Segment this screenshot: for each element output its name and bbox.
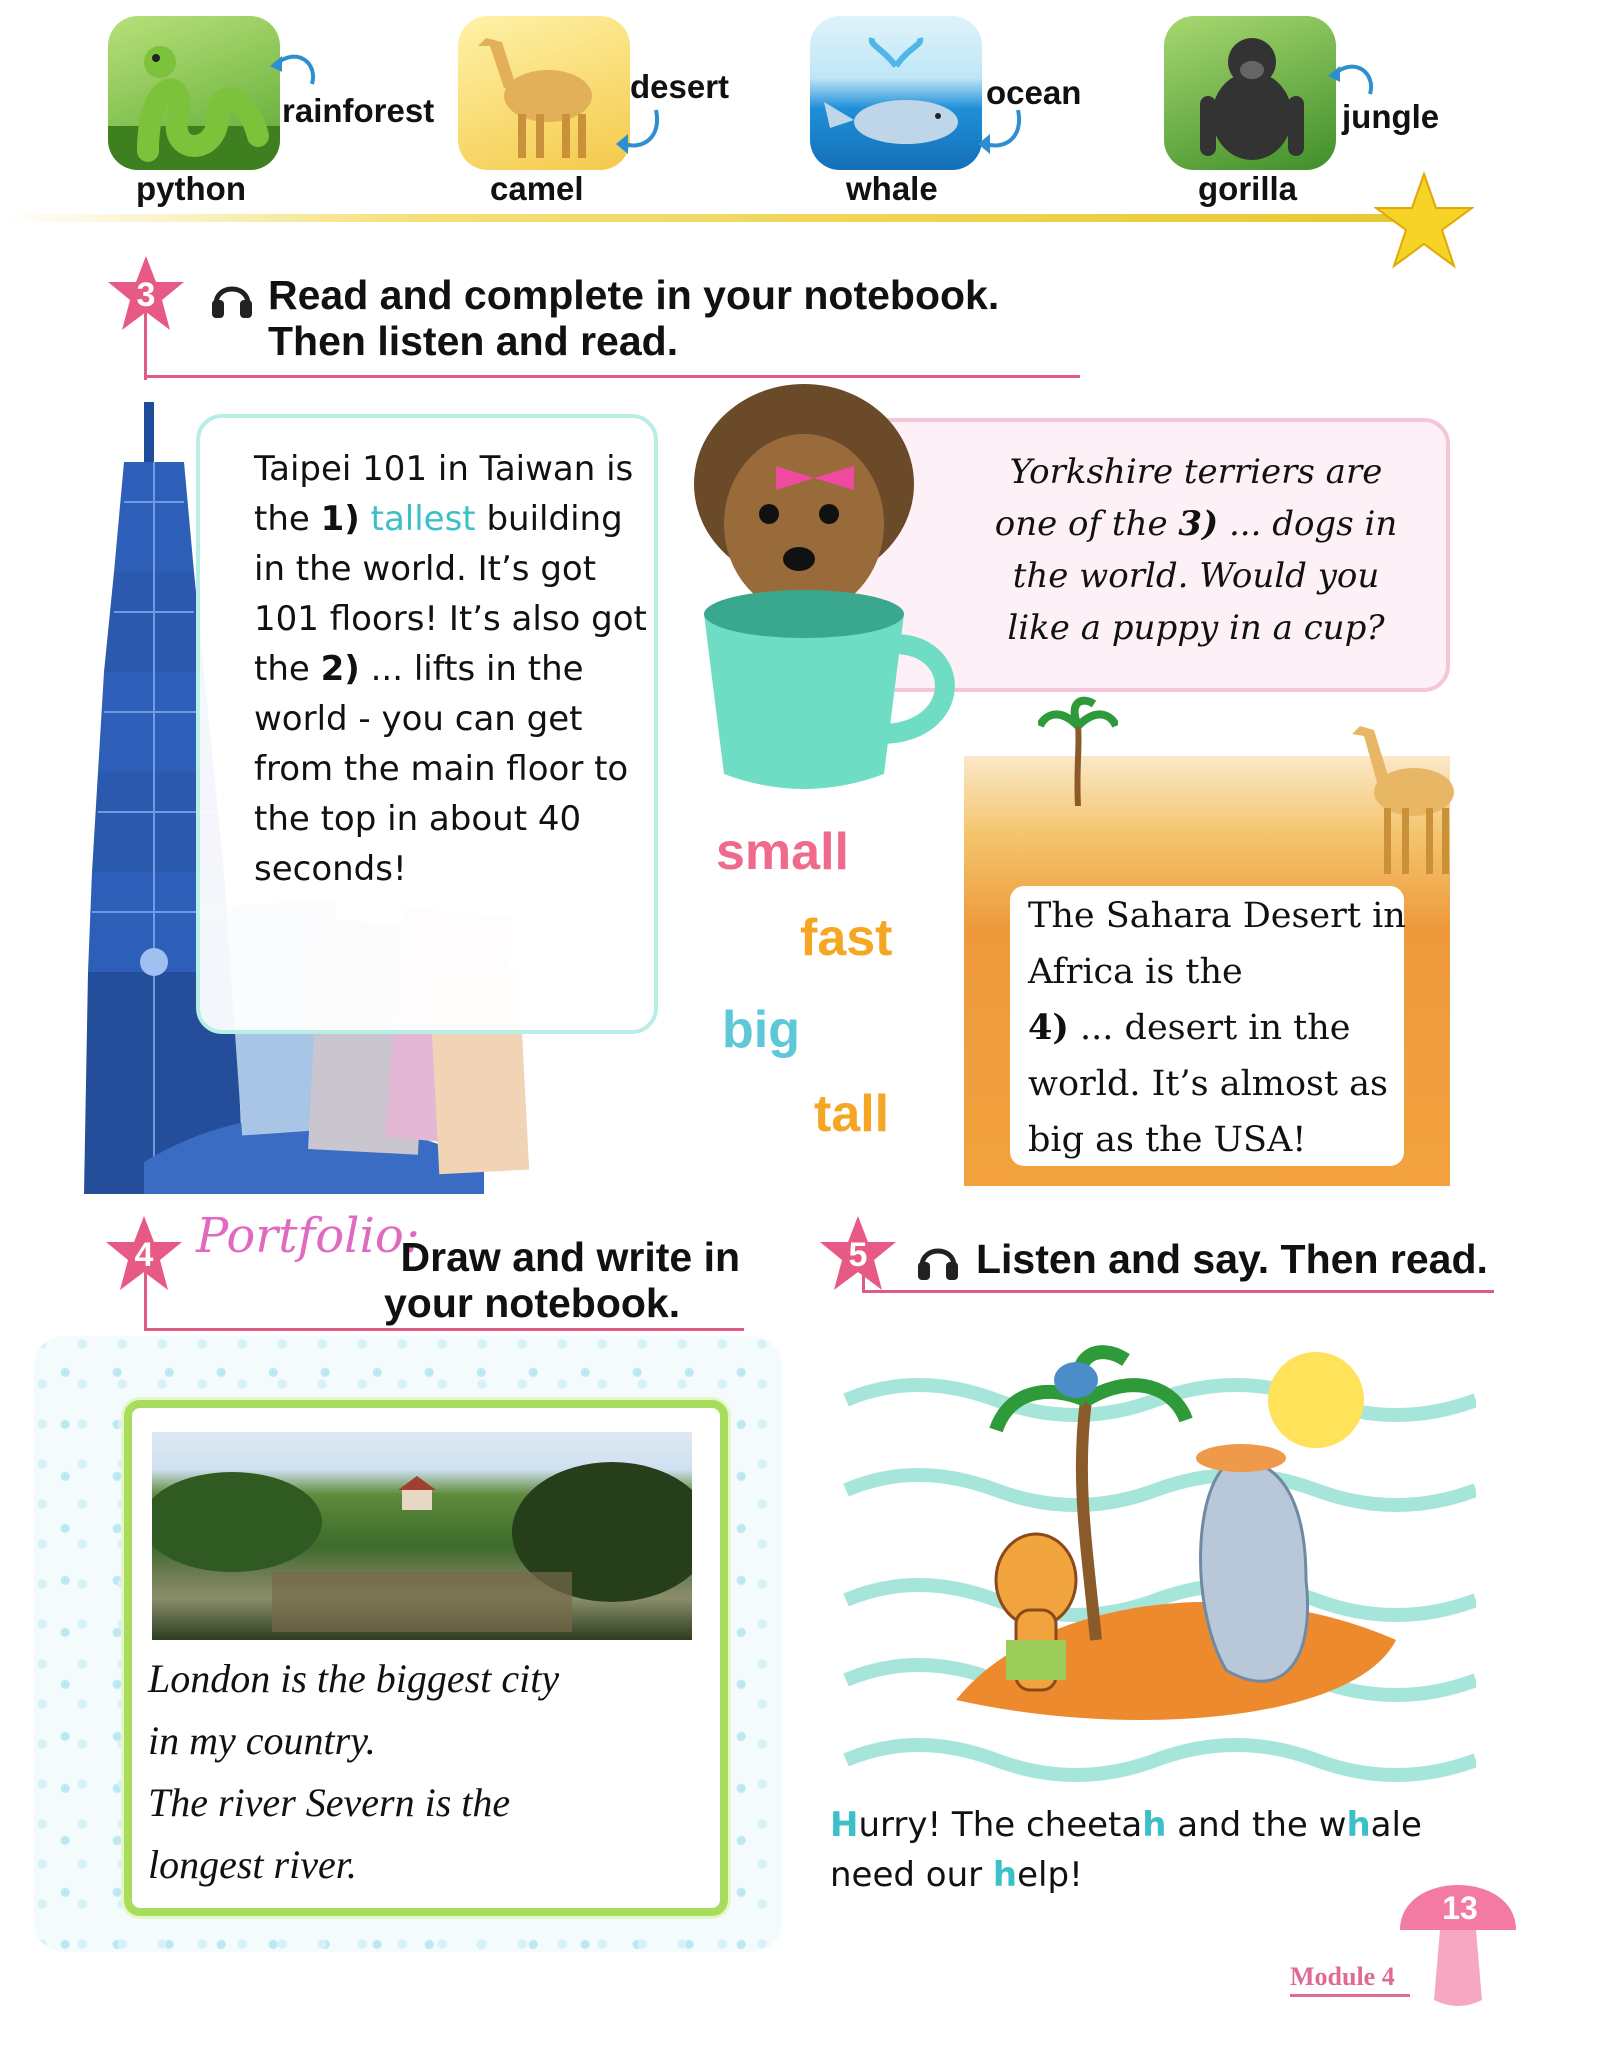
exercise-number-badge: 5 [818,1214,898,1294]
exercise-title-line: your notebook. [384,1280,681,1326]
text-line: the top in about 40 [254,799,582,839]
camel-icon [1338,712,1468,882]
text-line: London is the biggest city [148,1656,560,1701]
text-fragment: the [254,499,321,539]
habitat-label: rainforest [282,92,435,129]
text-fragment: elp! [1017,1855,1083,1895]
text-fragment: ... desert in the [1068,1008,1351,1048]
arrow-icon [974,104,1030,160]
headphones-icon [208,274,256,322]
river-photo [152,1432,692,1640]
text-fragment: ... dogs in [1218,504,1398,544]
animal-label: gorilla [1198,170,1298,207]
text-line: The river Severn is the [148,1780,511,1825]
gap-number: 3) [1178,504,1219,544]
animal-label: whale [846,170,938,207]
portfolio-label: Portfolio: [196,1208,420,1264]
text-fragment: ... lifts in the [359,649,584,689]
exercise-title-line: Read and complete in your notebook. [268,272,1000,318]
text-line: the world. Would you [1012,556,1380,596]
gorilla-icon [1164,16,1336,170]
text-fragment: building [475,499,623,539]
gap-number: 4) [1028,1007,1069,1048]
text-line: 101 floors! It’s also got [254,599,647,639]
footer-rule [1290,1994,1410,1997]
exercise-number-badge: 3 [106,254,186,334]
section-rule [144,1328,744,1331]
exercise-number-badge: 4 [104,1214,184,1294]
exercise-title-line: Then listen and read. [268,318,679,364]
text-fragment: the [254,649,321,689]
text-line: like a puppy in a cup? [1007,608,1385,648]
text-line [254,644,654,694]
text-fragment: need our [830,1855,993,1895]
gap-number: 1) [320,499,360,539]
word-bank-item: small [716,823,849,881]
taipei-text [254,444,654,894]
text-line: Africa is the [1028,952,1243,992]
mushroom-icon [1396,1850,1520,2010]
text-line [830,1850,1470,1900]
text-line: from the main floor to [254,749,629,789]
puppy-in-cup-image [664,374,964,794]
text-line: in the world. It’s got [254,549,597,589]
camel-icon [458,16,630,170]
text-line [830,1800,1470,1850]
headphones-icon [914,1236,962,1284]
divider-line [0,214,1400,222]
exercise-title: Listen and say. Then read. [976,1236,1488,1282]
text-line: Yorkshire terriers are [1009,452,1383,492]
text-fragment: urry! The cheeta [858,1805,1143,1845]
yorkshire-text [966,446,1426,654]
gap-number: 2) [320,649,360,689]
sahara-text [1028,888,1408,1168]
star-icon [1374,170,1474,270]
exercise-title [268,272,999,364]
island-illustration [836,1340,1476,1810]
text-line: in my country. [148,1718,376,1763]
portfolio-note-text [148,1648,708,1896]
text-line: The Sahara Desert in [1028,896,1406,936]
text-fragment: ale [1370,1805,1422,1845]
highlight-h: h [1346,1805,1371,1845]
highlight-h: h [992,1855,1018,1895]
arrow-icon [612,104,668,160]
text-line [966,498,1426,550]
word-bank-item: big [722,1001,800,1059]
palm-tree-icon [1038,696,1118,806]
text-line [1028,1000,1408,1056]
word-bank-item: fast [800,909,893,967]
text-line: world. It’s almost as [1028,1064,1389,1104]
text-line [254,494,654,544]
page-number: 13 [1442,1890,1478,1926]
habitat-label: desert [630,68,730,105]
python-icon [108,16,280,170]
highlight-h: h [1142,1805,1167,1845]
text-fragment: one of the [994,504,1179,544]
text-line: seconds! [254,849,407,889]
habitat-label: jungle [1342,98,1440,135]
text-fragment: and the w [1166,1805,1347,1845]
text-line: big as the USA! [1028,1120,1307,1160]
section-rule [862,1290,1494,1293]
highlight-h: H [830,1805,859,1845]
animal-label: python [136,170,246,207]
text-line: longest river. [148,1842,357,1887]
whale-icon [810,16,982,170]
module-label: Module 4 [1290,1962,1395,1991]
exercise-title-line: Draw and write in [400,1234,740,1280]
word-bank-item: tall [814,1085,890,1143]
example-answer: tallest [359,499,476,539]
animal-label: camel [490,170,584,207]
exercise-title [382,1234,740,1326]
ex5-sentence [830,1800,1470,1900]
text-line: world - you can get [254,699,583,739]
text-line: Taipei 101 in Taiwan is [254,449,634,489]
habitat-label: ocean [986,74,1082,111]
